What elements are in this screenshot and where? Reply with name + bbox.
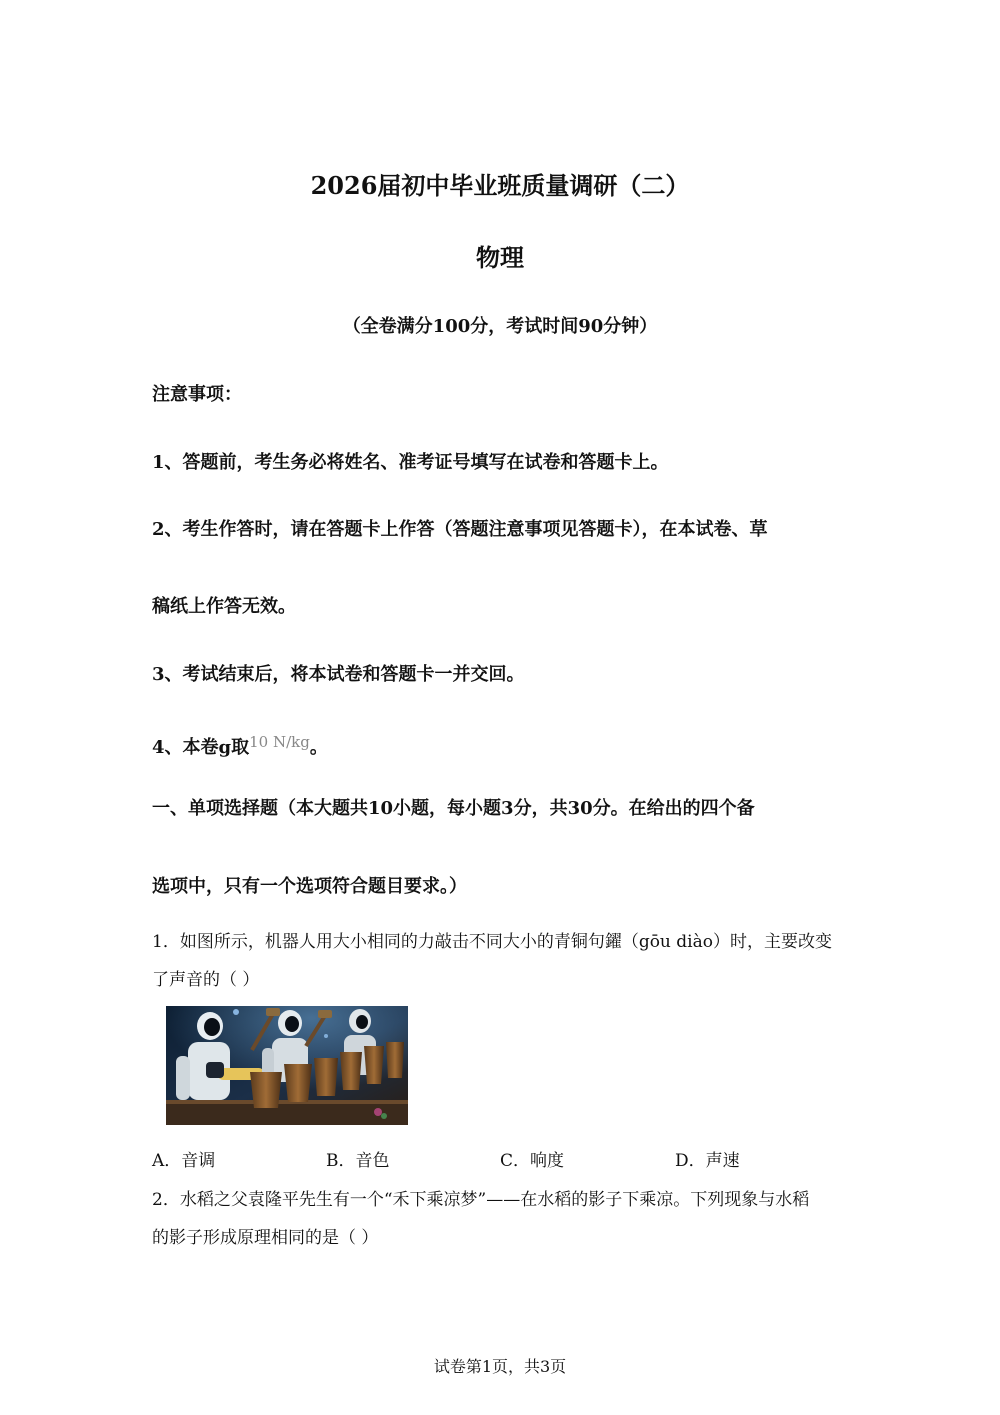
robots-playing-bronze-bells-image [166,1006,408,1125]
notice-item-3: 3、考试结束后，将本试卷和答题卡一并交回。 [152,664,525,685]
question-2-line-2: 的影子形成原理相同的是（ ） [152,1228,379,1248]
question-1-option-b: B．音色 [326,1151,390,1171]
notices-heading: 注意事项： [152,384,242,405]
section-1-heading-line-1: 一、单项选择题（本大题共10小题，每小题3分，共30分。在给出的四个备 [152,798,755,819]
exam-title: 2026届初中毕业班质量调研（二） [310,171,690,200]
question-1-option-a: A．音调 [152,1151,216,1171]
notice-item-2-line-1: 2、考生作答时，请在答题卡上作答（答题注意事项见答题卡），在本试卷、草 [152,519,768,540]
notice-item-2-line-2: 稿纸上作答无效。 [152,596,296,617]
page-footer: 试卷第1页，共3页 [433,1357,567,1376]
notice-item-4 [152,728,328,762]
notice-item-4-suffix: 。 [309,737,328,758]
notice-item-4-prefix: 4、本卷g取 [152,737,250,758]
exam-note: （全卷满分100分，考试时间90分钟） [342,316,658,337]
question-1-line-2: 了声音的（ ） [152,970,260,990]
section-1-heading-line-2: 选项中，只有一个选项符合题目要求。） [152,876,467,897]
subject-title: 物理 [476,243,524,272]
question-1-option-d: D．声速 [675,1151,740,1171]
question-2-line-1: 2．水稻之父袁隆平先生有一个“禾下乘凉梦”——在水稻的影子下乘凉。下列现象与水稻 [152,1190,810,1210]
question-1-line-1: 1．如图所示，机器人用大小相同的力敲击不同大小的青铜句鑃（gōu diào）时，主要改变 [152,932,832,952]
notice-item-1: 1、答题前，考生务必将姓名、准考证号填写在试卷和答题卡上。 [152,452,669,473]
question-1-option-c: C．响度 [500,1151,565,1171]
g-value: 10 N/kg [249,733,310,751]
